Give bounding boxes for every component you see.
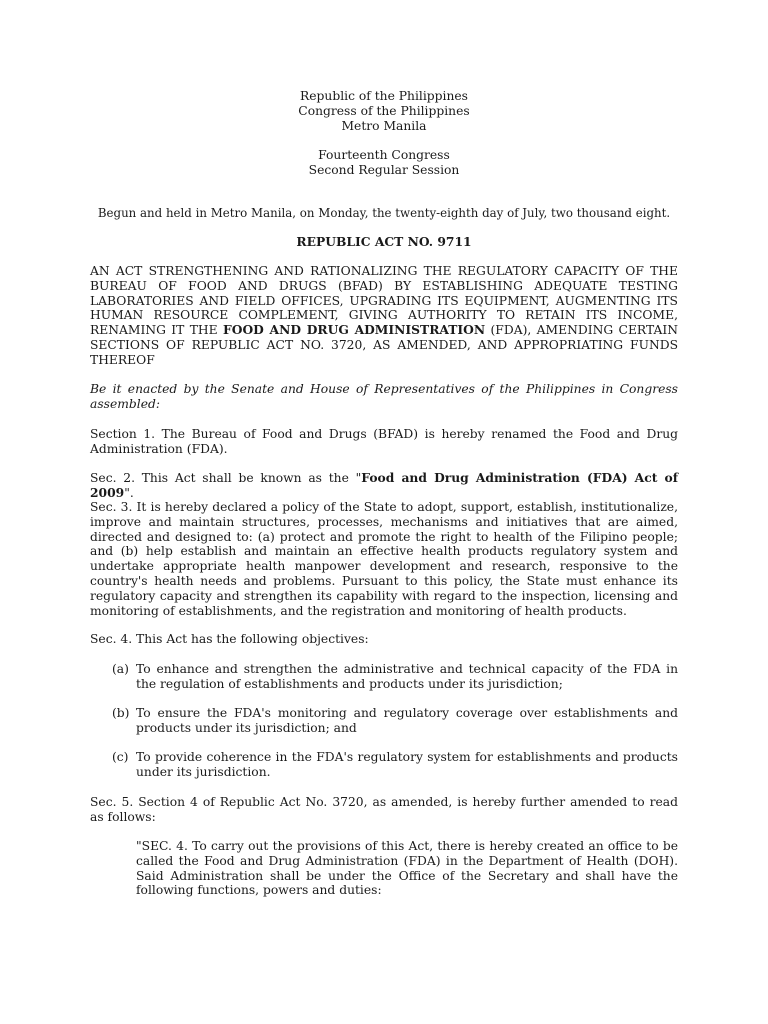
objective-label: (c) (112, 750, 129, 764)
objective-label: (b) (112, 706, 130, 720)
begun-statement: Begun and held in Metro Manila, on Monday, the twenty-eighth day of July, two thousand eight. (97, 206, 671, 220)
act-title-agency: FOOD AND DRUG ADMINISTRATION (223, 322, 486, 338)
document-header (0, 89, 768, 133)
section-4-intro: Sec. 4. This Act has the following objectives: (90, 632, 369, 646)
header-congress: Congress of the Philippines (298, 103, 470, 118)
section-2 (90, 471, 678, 501)
objective-label: (a) (112, 662, 129, 676)
objective-text: To ensure the FDA's monitoring and regulatory coverage over establishments and products under its jurisdiction; and (136, 706, 678, 735)
header-session: Second Regular Session (308, 162, 460, 177)
session-header (0, 148, 768, 178)
section-2-part2: ". (124, 485, 134, 500)
act-title-part2: (FDA), AMENDING CERTAIN SECTIONS OF REPUBLIC ACT NO. 3720, AS AMENDED, AND APPROPRIATING FUNDS THEREOF (90, 323, 678, 367)
section-5-intro: Sec. 5. Section 4 of Republic Act No. 3720, as amended, is hereby further amended to read as follows: (90, 795, 678, 824)
section-3: Sec. 3. It is hereby declared a policy of the State to adopt, support, establish, institutionalize, improve and maintain structures, processes, mechanisms and initiatives that are aimed, directed and designed to: (a) protect and promote the right to health of the Filipino people; and (b) help establish and maintain an effective health products regulatory system and undertake appropriate health manpower development and research, responsive to the country's health needs and problems. Pursuant to this policy, the State must enhance its regulatory capacity and strengthen its capability with regard to the inspection, licensing and monitoring of establishments, and the registration and monitoring of health products. (90, 500, 678, 618)
enacting-clause: Be it enacted by the Senate and House of Representatives of the Philippines in Congress assembled: (90, 382, 678, 411)
act-title-part1: AN ACT STRENGTHENING AND RATIONALIZING THE REGULATORY CAPACITY OF THE BUREAU OF FOOD AND DRUGS (BFAD) BY ESTABLISHING ADEQUATE TESTING LABORATORIES AND FIELD OFFICES, UPGRADING ITS EQUIPMENT, AUGMENTING ITS HUMAN RESOURCE COMPLEMENT, GIVING AUTHORITY TO RETAIN ITS INCOME, RENAMING IT THE (90, 264, 678, 338)
objective-text: To enhance and strengthen the administrative and technical capacity of the FDA in the regulation of establishments and products under its jurisdiction; (136, 662, 678, 691)
act-title (90, 264, 678, 368)
section-2-part1: Sec. 2. This Act shall be known as the " (90, 471, 362, 485)
objective-text: To provide coherence in the FDA's regulatory system for establishments and products under its jurisdiction. (136, 750, 678, 779)
header-congress-number: Fourteenth Congress (318, 148, 450, 162)
section-1: Section 1. The Bureau of Food and Drugs (BFAD) is hereby renamed the Food and Drug Administration (FDA). (90, 427, 678, 456)
header-republic: Republic of the Philippines (300, 89, 468, 103)
act-number: REPUBLIC ACT NO. 9711 (296, 234, 472, 249)
section-5-quoted-text: "SEC. 4. To carry out the provisions of this Act, there is hereby created an office to be called the Food and Drug Administration (FDA) in the Department of Health (DOH). Said Administration shall be under the Office of the Secretary and shall have the following functions, powers and duties: (136, 839, 678, 898)
header-location: Metro Manila (341, 118, 427, 133)
section-2-short-title: Food and Drug Administration (FDA) Act of 2009 (90, 470, 679, 500)
